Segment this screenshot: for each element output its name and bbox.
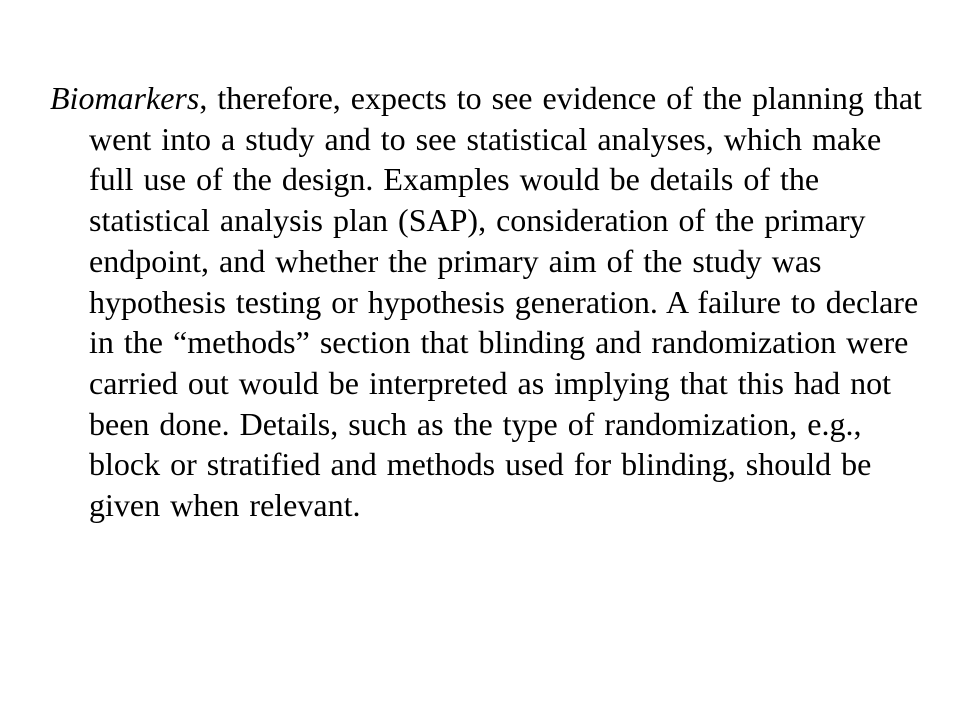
paragraph-text: , therefore, expects to see evidence of the planning that went into a study and to see statistical analyses, which make full use of the design. Examples would be details of the statistical analysis plan (SAP), consideration of the primary endpoint, and whether the primary aim of the study was hypothesis testing or hypothesis generation. A failure to declare in the “methods” section that blinding and randomization were carried out would be interpreted as implying that this had not been done. Details, such as the type of randomization, e.g., block or stratified and methods used for blinding, should be given when relevant.: [89, 80, 922, 524]
journal-name: Biomarkers: [50, 80, 200, 116]
body-paragraph: [50, 78, 929, 526]
